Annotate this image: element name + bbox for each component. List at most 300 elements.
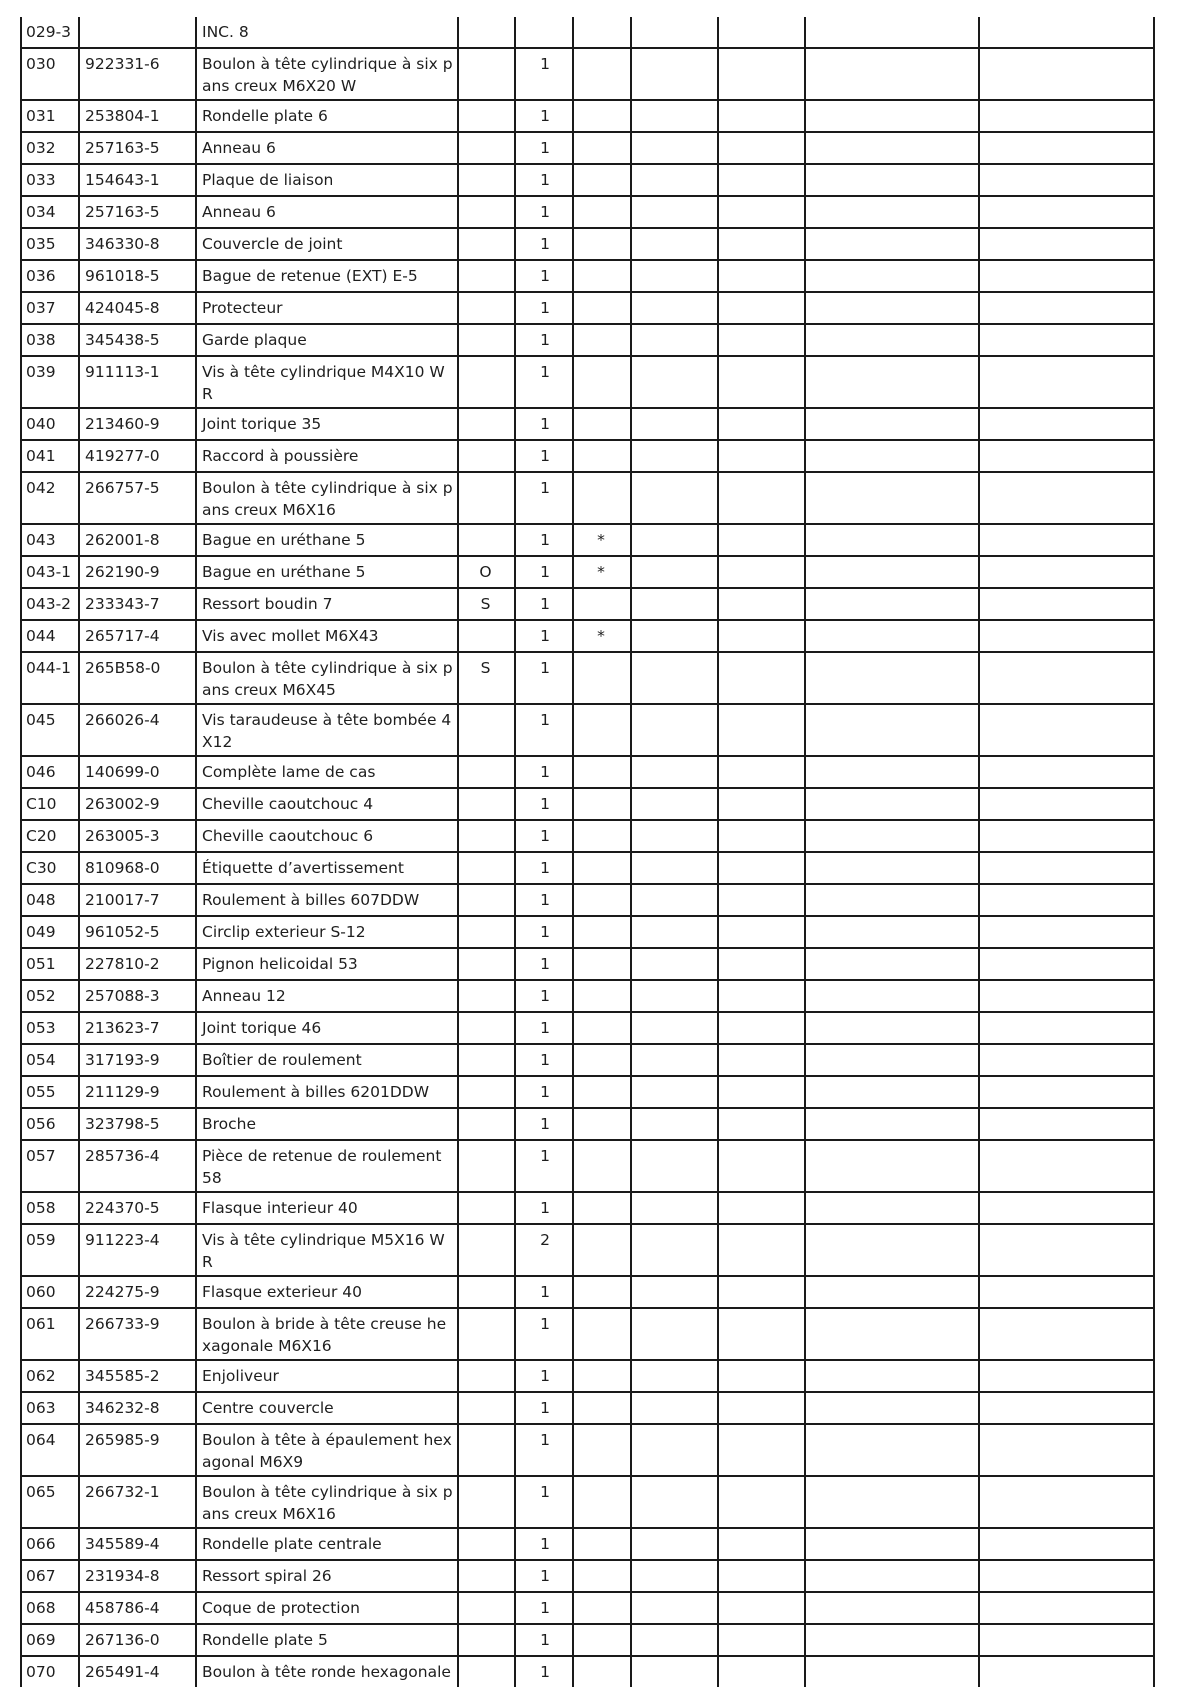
blank-cell <box>979 1140 1154 1192</box>
blank-cell <box>805 1012 979 1044</box>
description-cell: Plaque de liaison <box>196 164 458 196</box>
part-no-cell: 224275-9 <box>79 1276 196 1308</box>
blank-cell <box>631 356 718 408</box>
quantity-cell: 1 <box>515 1108 573 1140</box>
mark-cell <box>573 884 631 916</box>
mark-cell <box>573 196 631 228</box>
description-cell: Boulon à tête cylindrique à six pans creux M6X20 W <box>196 48 458 100</box>
blank-cell <box>718 1044 805 1076</box>
description-cell: Pignon helicoidal 53 <box>196 948 458 980</box>
item-no-cell: 039 <box>21 356 79 408</box>
blank-cell <box>718 1528 805 1560</box>
blank-cell <box>979 1528 1154 1560</box>
blank-cell <box>979 1076 1154 1108</box>
blank-cell <box>979 48 1154 100</box>
description-cell: Pièce de retenue de roulement 58 <box>196 1140 458 1192</box>
mark-cell <box>573 1076 631 1108</box>
note-cell <box>458 1044 515 1076</box>
blank-cell <box>631 820 718 852</box>
note-cell <box>458 1392 515 1424</box>
description-cell: Broche <box>196 1108 458 1140</box>
part-no-cell: 227810-2 <box>79 948 196 980</box>
blank-cell <box>979 1276 1154 1308</box>
part-no-cell: 265491-4 <box>79 1656 196 1687</box>
blank-cell <box>631 588 718 620</box>
table-row <box>21 1656 1154 1687</box>
note-cell <box>458 524 515 556</box>
blank-cell <box>979 196 1154 228</box>
table-row <box>21 1044 1154 1076</box>
item-no-cell: 046 <box>21 756 79 788</box>
blank-cell <box>979 17 1154 48</box>
blank-cell <box>805 1276 979 1308</box>
mark-cell <box>573 788 631 820</box>
blank-cell <box>718 756 805 788</box>
table-row <box>21 1224 1154 1276</box>
item-no-cell: 063 <box>21 1392 79 1424</box>
blank-cell <box>718 1224 805 1276</box>
note-cell <box>458 408 515 440</box>
blank-cell <box>805 852 979 884</box>
note-cell <box>458 756 515 788</box>
description-cell: Vis à tête cylindrique M4X10 WR <box>196 356 458 408</box>
description-cell: Roulement à billes 607DDW <box>196 884 458 916</box>
description-cell: Rondelle plate 6 <box>196 100 458 132</box>
part-no-cell: 419277-0 <box>79 440 196 472</box>
part-no-cell: 961052-5 <box>79 916 196 948</box>
quantity-cell: 1 <box>515 1012 573 1044</box>
table-row <box>21 788 1154 820</box>
description-cell: Vis taraudeuse à tête bombée 4X12 <box>196 704 458 756</box>
part-no-cell: 140699-0 <box>79 756 196 788</box>
table-row <box>21 588 1154 620</box>
item-no-cell: 058 <box>21 1192 79 1224</box>
quantity-cell: 1 <box>515 884 573 916</box>
description-cell: Boîtier de roulement <box>196 1044 458 1076</box>
blank-cell <box>631 48 718 100</box>
table-row <box>21 100 1154 132</box>
description-cell: Centre couvercle <box>196 1392 458 1424</box>
item-no-cell: 049 <box>21 916 79 948</box>
blank-cell <box>805 788 979 820</box>
table-row <box>21 1476 1154 1528</box>
table-row <box>21 228 1154 260</box>
quantity-cell: 1 <box>515 620 573 652</box>
note-cell <box>458 324 515 356</box>
table-row <box>21 196 1154 228</box>
mark-cell <box>573 1424 631 1476</box>
blank-cell <box>979 1308 1154 1360</box>
note-cell <box>458 1424 515 1476</box>
blank-cell <box>718 1012 805 1044</box>
mark-cell <box>573 100 631 132</box>
part-no-cell: 265985-9 <box>79 1424 196 1476</box>
table-row <box>21 260 1154 292</box>
blank-cell <box>805 1656 979 1687</box>
item-no-cell: 042 <box>21 472 79 524</box>
quantity-cell: 1 <box>515 1592 573 1624</box>
blank-cell <box>979 228 1154 260</box>
table-row <box>21 472 1154 524</box>
blank-cell <box>979 1560 1154 1592</box>
blank-cell <box>718 324 805 356</box>
part-no-cell: 154643-1 <box>79 164 196 196</box>
table-row <box>21 524 1154 556</box>
table-row <box>21 408 1154 440</box>
item-no-cell: 040 <box>21 408 79 440</box>
blank-cell <box>718 704 805 756</box>
blank-cell <box>631 324 718 356</box>
mark-cell <box>573 132 631 164</box>
item-no-cell: 057 <box>21 1140 79 1192</box>
part-no-cell: 323798-5 <box>79 1108 196 1140</box>
description-cell: Raccord à poussière <box>196 440 458 472</box>
blank-cell <box>979 948 1154 980</box>
blank-cell <box>631 132 718 164</box>
blank-cell <box>631 292 718 324</box>
blank-cell <box>805 1108 979 1140</box>
blank-cell <box>718 48 805 100</box>
description-cell: INC. 8 <box>196 17 458 48</box>
item-no-cell: 070 <box>21 1656 79 1687</box>
part-no-cell: 267136-0 <box>79 1624 196 1656</box>
blank-cell <box>631 472 718 524</box>
mark-cell <box>573 756 631 788</box>
blank-cell <box>631 1276 718 1308</box>
blank-cell <box>718 788 805 820</box>
quantity-cell: 1 <box>515 980 573 1012</box>
mark-cell <box>573 588 631 620</box>
blank-cell <box>631 788 718 820</box>
blank-cell <box>718 556 805 588</box>
table-row <box>21 1108 1154 1140</box>
table-row <box>21 1560 1154 1592</box>
part-no-cell: 265717-4 <box>79 620 196 652</box>
item-no-cell: 043-1 <box>21 556 79 588</box>
part-no-cell: 961018-5 <box>79 260 196 292</box>
blank-cell <box>631 1192 718 1224</box>
quantity-cell: 1 <box>515 1192 573 1224</box>
quantity-cell: 1 <box>515 916 573 948</box>
blank-cell <box>805 1476 979 1528</box>
blank-cell <box>805 1224 979 1276</box>
mark-cell <box>573 440 631 472</box>
quantity-cell: 1 <box>515 48 573 100</box>
blank-cell <box>805 1192 979 1224</box>
item-no-cell: 048 <box>21 884 79 916</box>
quantity-cell: 1 <box>515 132 573 164</box>
blank-cell <box>805 132 979 164</box>
blank-cell <box>805 980 979 1012</box>
blank-cell <box>805 440 979 472</box>
quantity-cell: 1 <box>515 100 573 132</box>
blank-cell <box>718 100 805 132</box>
mark-cell <box>573 1624 631 1656</box>
note-cell <box>458 440 515 472</box>
note-cell <box>458 1360 515 1392</box>
description-cell: Bague en uréthane 5 <box>196 556 458 588</box>
quantity-cell: 1 <box>515 756 573 788</box>
part-no-cell: 345589-4 <box>79 1528 196 1560</box>
blank-cell <box>631 704 718 756</box>
blank-cell <box>631 652 718 704</box>
part-no-cell: 253804-1 <box>79 100 196 132</box>
blank-cell <box>631 1424 718 1476</box>
blank-cell <box>805 48 979 100</box>
table-row <box>21 704 1154 756</box>
part-no-cell: 266026-4 <box>79 704 196 756</box>
table-row <box>21 820 1154 852</box>
blank-cell <box>979 1044 1154 1076</box>
blank-cell <box>979 1360 1154 1392</box>
part-no-cell: 345438-5 <box>79 324 196 356</box>
blank-cell <box>979 524 1154 556</box>
blank-cell <box>631 1624 718 1656</box>
description-cell: Vis à tête cylindrique M5X16 WR <box>196 1224 458 1276</box>
part-no-cell: 210017-7 <box>79 884 196 916</box>
description-cell: Rondelle plate 5 <box>196 1624 458 1656</box>
part-no-cell: 345585-2 <box>79 1360 196 1392</box>
blank-cell <box>979 292 1154 324</box>
item-no-cell: 030 <box>21 48 79 100</box>
blank-cell <box>631 408 718 440</box>
blank-cell <box>718 1140 805 1192</box>
note-cell: O <box>458 556 515 588</box>
blank-cell <box>631 916 718 948</box>
description-cell: Bague de retenue (EXT) E-5 <box>196 260 458 292</box>
note-cell <box>458 852 515 884</box>
table-row <box>21 1392 1154 1424</box>
mark-cell <box>573 704 631 756</box>
blank-cell <box>631 1012 718 1044</box>
blank-cell <box>718 948 805 980</box>
note-cell <box>458 1476 515 1528</box>
mark-cell <box>573 980 631 1012</box>
blank-cell <box>979 100 1154 132</box>
blank-cell <box>805 1528 979 1560</box>
blank-cell <box>979 132 1154 164</box>
blank-cell <box>805 324 979 356</box>
note-cell <box>458 620 515 652</box>
blank-cell <box>631 1076 718 1108</box>
description-cell: Complète lame de cas <box>196 756 458 788</box>
blank-cell <box>979 1624 1154 1656</box>
mark-cell <box>573 48 631 100</box>
quantity-cell: 1 <box>515 1392 573 1424</box>
mark-cell <box>573 356 631 408</box>
blank-cell <box>979 1224 1154 1276</box>
item-no-cell: 053 <box>21 1012 79 1044</box>
description-cell: Flasque exterieur 40 <box>196 1276 458 1308</box>
blank-cell <box>979 980 1154 1012</box>
blank-cell <box>631 1044 718 1076</box>
item-no-cell: 066 <box>21 1528 79 1560</box>
item-no-cell: 033 <box>21 164 79 196</box>
blank-cell <box>979 440 1154 472</box>
description-cell: Boulon à bride à tête creuse hexagonale M6X16 <box>196 1308 458 1360</box>
quantity-cell: 1 <box>515 196 573 228</box>
blank-cell <box>805 164 979 196</box>
mark-cell: * <box>573 524 631 556</box>
quantity-cell: 1 <box>515 1656 573 1687</box>
quantity-cell: 1 <box>515 408 573 440</box>
note-cell <box>458 1276 515 1308</box>
blank-cell <box>718 1424 805 1476</box>
blank-cell <box>718 620 805 652</box>
blank-cell <box>631 620 718 652</box>
item-no-cell: 031 <box>21 100 79 132</box>
mark-cell <box>573 260 631 292</box>
note-cell <box>458 1560 515 1592</box>
item-no-cell: C30 <box>21 852 79 884</box>
blank-cell <box>631 440 718 472</box>
mark-cell <box>573 1656 631 1687</box>
part-no-cell: 346232-8 <box>79 1392 196 1424</box>
item-no-cell: 059 <box>21 1224 79 1276</box>
quantity-cell: 1 <box>515 524 573 556</box>
blank-cell <box>631 260 718 292</box>
blank-cell <box>805 1624 979 1656</box>
quantity-cell: 1 <box>515 652 573 704</box>
blank-cell <box>805 472 979 524</box>
quantity-cell: 1 <box>515 1424 573 1476</box>
blank-cell <box>718 524 805 556</box>
note-cell <box>458 17 515 48</box>
blank-cell <box>631 1360 718 1392</box>
note-cell <box>458 164 515 196</box>
blank-cell <box>718 1560 805 1592</box>
blank-cell <box>718 132 805 164</box>
item-no-cell: 043-2 <box>21 588 79 620</box>
quantity-cell: 1 <box>515 1076 573 1108</box>
part-no-cell: 262190-9 <box>79 556 196 588</box>
blank-cell <box>631 1592 718 1624</box>
blank-cell <box>631 1308 718 1360</box>
blank-cell <box>631 164 718 196</box>
part-no-cell: 231934-8 <box>79 1560 196 1592</box>
quantity-cell: 1 <box>515 588 573 620</box>
table-row <box>21 324 1154 356</box>
parts-list-body <box>21 17 1154 1687</box>
blank-cell <box>805 1140 979 1192</box>
quantity-cell: 1 <box>515 1560 573 1592</box>
table-row <box>21 1624 1154 1656</box>
description-cell: Vis avec mollet M6X43 <box>196 620 458 652</box>
blank-cell <box>805 228 979 260</box>
blank-cell <box>718 1108 805 1140</box>
description-cell: Coque de protection <box>196 1592 458 1624</box>
blank-cell <box>979 620 1154 652</box>
item-no-cell: 035 <box>21 228 79 260</box>
note-cell <box>458 1224 515 1276</box>
blank-cell <box>805 620 979 652</box>
blank-cell <box>805 756 979 788</box>
blank-cell <box>631 756 718 788</box>
quantity-cell: 1 <box>515 820 573 852</box>
note-cell <box>458 228 515 260</box>
blank-cell <box>718 1192 805 1224</box>
blank-cell <box>718 588 805 620</box>
blank-cell <box>718 196 805 228</box>
description-cell: Joint torique 35 <box>196 408 458 440</box>
mark-cell <box>573 1140 631 1192</box>
blank-cell <box>631 1224 718 1276</box>
quantity-cell: 1 <box>515 1044 573 1076</box>
mark-cell <box>573 1276 631 1308</box>
item-no-cell: 032 <box>21 132 79 164</box>
note-cell <box>458 1592 515 1624</box>
blank-cell <box>718 164 805 196</box>
quantity-cell: 1 <box>515 1624 573 1656</box>
blank-cell <box>718 408 805 440</box>
quantity-cell: 1 <box>515 292 573 324</box>
note-cell <box>458 472 515 524</box>
mark-cell <box>573 820 631 852</box>
blank-cell <box>631 1108 718 1140</box>
blank-cell <box>718 820 805 852</box>
description-cell: Boulon à tête cylindrique à six pans creux M6X16 <box>196 1476 458 1528</box>
part-no-cell: 266732-1 <box>79 1476 196 1528</box>
quantity-cell: 1 <box>515 948 573 980</box>
blank-cell <box>718 916 805 948</box>
blank-cell <box>718 980 805 1012</box>
blank-cell <box>805 1424 979 1476</box>
blank-cell <box>979 652 1154 704</box>
parts-list-table <box>20 17 1155 1687</box>
table-row <box>21 1308 1154 1360</box>
blank-cell <box>631 1528 718 1560</box>
note-cell <box>458 1528 515 1560</box>
mark-cell <box>573 1012 631 1044</box>
blank-cell <box>718 1592 805 1624</box>
table-row <box>21 948 1154 980</box>
blank-cell <box>631 884 718 916</box>
blank-cell <box>805 1308 979 1360</box>
mark-cell <box>573 1476 631 1528</box>
quantity-cell: 1 <box>515 1360 573 1392</box>
description-cell: Étiquette d’avertissement <box>196 852 458 884</box>
note-cell <box>458 1308 515 1360</box>
table-row <box>21 1012 1154 1044</box>
blank-cell <box>979 756 1154 788</box>
blank-cell <box>718 1360 805 1392</box>
blank-cell <box>805 652 979 704</box>
blank-cell <box>718 17 805 48</box>
quantity-cell: 1 <box>515 1276 573 1308</box>
item-no-cell: 068 <box>21 1592 79 1624</box>
item-no-cell: 055 <box>21 1076 79 1108</box>
item-no-cell: 044 <box>21 620 79 652</box>
table-row <box>21 1140 1154 1192</box>
table-row <box>21 440 1154 472</box>
blank-cell <box>805 1360 979 1392</box>
item-no-cell: 036 <box>21 260 79 292</box>
description-cell: Cheville caoutchouc 4 <box>196 788 458 820</box>
mark-cell <box>573 17 631 48</box>
note-cell <box>458 356 515 408</box>
description-cell: Anneau 6 <box>196 196 458 228</box>
item-no-cell: 051 <box>21 948 79 980</box>
table-row <box>21 852 1154 884</box>
description-cell: Joint torique 46 <box>196 1012 458 1044</box>
blank-cell <box>979 260 1154 292</box>
note-cell: S <box>458 652 515 704</box>
part-no-cell: 424045-8 <box>79 292 196 324</box>
blank-cell <box>805 916 979 948</box>
mark-cell <box>573 948 631 980</box>
blank-cell <box>979 408 1154 440</box>
part-no-cell: 911223-4 <box>79 1224 196 1276</box>
